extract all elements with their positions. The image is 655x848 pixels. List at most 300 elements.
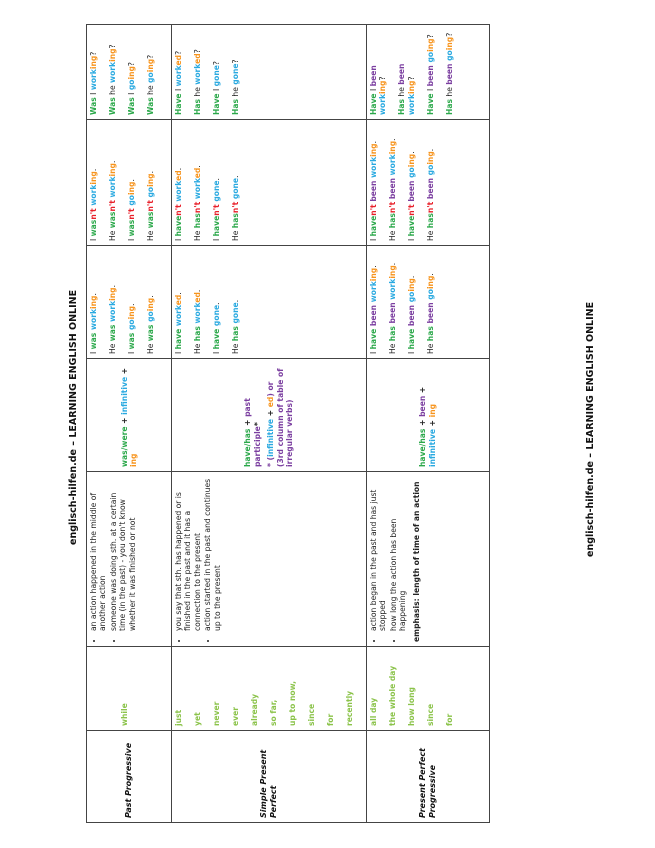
example-part: He	[145, 228, 155, 241]
example-part: ing	[444, 36, 454, 51]
example-part: been	[425, 299, 435, 324]
negative-example	[146, 124, 155, 241]
signal-word: already	[249, 693, 259, 726]
example-part: been	[397, 63, 407, 85]
example-part: ing	[89, 171, 98, 185]
tense-name: Past Progressive	[87, 731, 172, 823]
example-part: n't	[387, 201, 397, 214]
negative-example	[108, 124, 117, 241]
example-part: .	[126, 303, 136, 306]
example-part: work	[192, 63, 202, 85]
example-part: was	[145, 321, 155, 342]
example-part: ed	[192, 167, 202, 179]
signal-word: up to now,	[287, 680, 297, 726]
negative-example	[193, 124, 202, 241]
example-part: ing	[406, 153, 416, 168]
question-example	[108, 29, 117, 115]
question-examples-cell	[172, 25, 367, 120]
example-part: work	[378, 93, 388, 115]
example-part: I	[89, 90, 98, 98]
example-part: work	[406, 93, 416, 115]
form-part: +	[418, 386, 428, 396]
example-part: ing	[89, 295, 98, 309]
page-header-bottom: englisch-hilfen.de – LEARNING ENGLISH ONLINE	[585, 301, 596, 557]
example-part: have	[211, 215, 221, 237]
example-part: ing	[145, 173, 155, 187]
example-part: been	[368, 65, 378, 87]
example-part: n't	[126, 208, 136, 220]
example-part: Has	[397, 99, 407, 115]
example-part: n't	[211, 204, 221, 216]
form-part: have/has	[243, 428, 253, 467]
example-part: go	[406, 167, 416, 178]
example-part: .	[192, 165, 202, 168]
example-part: He	[387, 228, 397, 241]
negative-example	[231, 124, 240, 241]
example-part: ing	[145, 297, 155, 312]
example-part: I	[368, 86, 378, 94]
example-part: .	[230, 175, 240, 178]
example-part: he	[145, 82, 155, 98]
example-part: Have	[425, 93, 435, 115]
negative-example	[369, 124, 378, 241]
example-part: n't	[192, 201, 202, 214]
example-part: .	[174, 167, 183, 171]
example-part: have	[406, 326, 416, 350]
example-part: .	[387, 138, 397, 141]
example-part: I	[368, 236, 378, 241]
example-part: has	[425, 213, 435, 229]
example-part: been	[368, 177, 378, 205]
example-part: he	[444, 84, 454, 99]
question-example	[445, 29, 454, 115]
example-part: .	[230, 299, 240, 303]
example-part: ing	[425, 151, 435, 165]
example-part: has	[425, 323, 435, 342]
question-examples-cell	[366, 25, 489, 120]
example-part: ing	[368, 267, 378, 282]
example-part: ing	[126, 181, 136, 195]
negative-example	[174, 124, 183, 241]
example-part: was	[126, 219, 136, 237]
form-cell	[87, 359, 172, 472]
example-part: Have	[211, 93, 221, 115]
form-part: +	[427, 417, 437, 430]
form-part: +	[119, 367, 129, 377]
example-part: ing	[387, 140, 397, 155]
use-item: • action started in the past and continues up to the present	[203, 476, 222, 631]
example-part: I	[425, 86, 435, 94]
form-part: *	[252, 422, 262, 427]
uses-list	[174, 476, 222, 642]
example-part: gone	[211, 65, 221, 87]
example-part: have	[174, 215, 183, 237]
table-row	[87, 25, 172, 823]
example-part: I	[126, 236, 136, 241]
affirmative-example	[193, 250, 202, 354]
note-part: +	[266, 407, 276, 419]
example-part: n't	[406, 204, 416, 216]
example-part: has	[192, 213, 202, 229]
example-part: .	[368, 265, 378, 268]
note-part: infinitive	[266, 418, 276, 457]
example-part: Has	[444, 99, 454, 115]
example-part: He	[107, 228, 117, 241]
example-part: ing	[406, 278, 416, 292]
tense-name: Simple Present Perfect	[172, 731, 367, 823]
example-part: ing	[126, 66, 136, 80]
example-part: .	[387, 262, 397, 266]
example-part: .	[406, 151, 416, 154]
signal-word: yet	[192, 712, 202, 726]
form-part: +	[243, 416, 253, 429]
example-part: .	[406, 275, 416, 279]
example-part: Have	[368, 93, 378, 115]
negative-example	[388, 124, 397, 241]
example-part: go	[145, 186, 155, 201]
example-part: .	[425, 148, 435, 152]
form-formula	[120, 363, 139, 467]
example-part: n't	[145, 200, 155, 212]
form-part: ing	[427, 403, 437, 418]
example-part: was	[89, 219, 98, 237]
example-part: ing	[425, 275, 435, 290]
example-part: .	[107, 284, 117, 288]
signal-word: all day	[368, 697, 378, 726]
affirmative-example	[388, 250, 397, 354]
example-part: gone	[230, 302, 240, 324]
example-part: has	[230, 323, 240, 342]
example-part: ing	[89, 55, 98, 70]
example-part: ing	[378, 80, 388, 94]
example-part: ?	[230, 59, 240, 64]
form-note	[266, 363, 294, 467]
example-part: Was	[126, 97, 136, 115]
example-part: ?	[444, 32, 454, 37]
emphasis-note: emphasis: length of time of an action	[411, 481, 421, 642]
example-part: been	[444, 60, 454, 85]
example-part: n't	[230, 201, 240, 214]
example-part: go	[425, 51, 435, 63]
example-part: been	[425, 62, 435, 87]
affirmative-example	[146, 250, 155, 354]
example-part: go	[425, 164, 435, 176]
example-part: He	[425, 228, 435, 241]
example-part: gone	[230, 177, 240, 202]
example-part: Have	[174, 93, 183, 115]
example-part: ?	[192, 49, 202, 54]
example-part: ing	[406, 80, 416, 94]
example-part: ed	[174, 294, 183, 306]
signal-word: while	[119, 703, 129, 726]
example-part: Was	[145, 97, 155, 115]
affirmative-examples-cell	[366, 246, 489, 359]
form-cell	[366, 359, 489, 472]
example-part: Was	[89, 97, 98, 115]
example-part: gone	[211, 304, 221, 327]
example-part: work	[387, 154, 397, 176]
example-part: work	[192, 178, 202, 202]
example-part: .	[174, 292, 183, 295]
example-part: He	[192, 228, 202, 241]
question-examples-cell	[87, 25, 172, 120]
table-row	[172, 25, 367, 823]
signal-word: never	[211, 701, 221, 726]
example-part: I	[174, 236, 183, 241]
example-part: go	[126, 79, 136, 91]
example-part: n't	[174, 204, 183, 216]
example-part: .	[89, 293, 98, 296]
example-part: ?	[126, 62, 136, 67]
example-part: I	[174, 86, 183, 94]
signal-word: how long	[406, 687, 416, 726]
question-example	[369, 29, 388, 115]
example-part: has	[230, 213, 240, 229]
example-part: go	[406, 291, 416, 303]
question-example	[193, 29, 202, 115]
example-part: work	[192, 302, 202, 324]
example-part: .	[192, 289, 202, 293]
signal-word: the whole day	[387, 665, 397, 726]
uses-cell	[366, 472, 489, 647]
example-part: ?	[89, 51, 98, 56]
example-part: ?	[425, 34, 435, 39]
negative-examples-cell	[172, 120, 367, 246]
question-example	[89, 29, 98, 115]
example-part: ing	[368, 143, 378, 157]
example-part: ed	[174, 54, 183, 66]
example-part: I	[211, 86, 221, 94]
example-part: .	[211, 302, 221, 305]
example-part: I	[368, 349, 378, 354]
example-part: go	[444, 50, 454, 61]
example-part: Has	[230, 99, 240, 115]
example-part: was	[89, 330, 98, 350]
example-part: been	[406, 177, 416, 205]
example-part: He	[192, 341, 202, 354]
negative-example	[407, 124, 416, 241]
negative-example	[426, 124, 435, 241]
form-part: been	[418, 395, 428, 417]
example-part: have	[368, 215, 378, 237]
example-part: ?	[174, 50, 183, 55]
example-part: has	[387, 323, 397, 342]
example-part: n't	[89, 208, 98, 220]
negative-examples-cell	[87, 120, 172, 246]
example-part: he	[397, 84, 407, 99]
example-part: .	[126, 179, 136, 182]
example-part: I	[406, 349, 416, 354]
note-part: ) or (3rd column of table of irregular verbs)	[266, 368, 295, 467]
question-example	[127, 29, 136, 115]
uses-list	[369, 476, 408, 642]
affirmative-example	[174, 250, 183, 354]
example-part: ed	[192, 53, 202, 64]
example-part: He	[107, 341, 117, 354]
example-part: work	[107, 176, 117, 201]
example-part: been	[387, 299, 397, 324]
example-part: he	[230, 84, 240, 99]
example-part: Has	[192, 99, 202, 115]
example-part: I	[89, 349, 98, 354]
use-item: • how long the action has been happening	[389, 476, 408, 631]
uses-cell	[87, 472, 172, 647]
affirmative-example	[407, 250, 416, 354]
example-part: ed	[192, 292, 202, 303]
signal-word: just	[174, 709, 183, 726]
example-part: go	[126, 319, 136, 331]
affirmative-example	[127, 250, 136, 354]
question-example	[212, 29, 221, 115]
form-part: infinitive	[119, 376, 129, 415]
negative-example	[212, 124, 221, 241]
example-part: n't	[425, 201, 435, 214]
form-formula	[243, 363, 262, 467]
example-part: go	[126, 195, 136, 209]
example-part: He	[145, 341, 155, 354]
example-part: I	[211, 349, 221, 354]
example-part: .	[89, 168, 98, 172]
example-part: been	[387, 175, 397, 202]
page-header-top: englisch-hilfen.de – LEARNING ENGLISH ONLINE	[68, 289, 79, 545]
affirmative-example	[231, 250, 240, 354]
example-part: He	[387, 341, 397, 354]
example-part: he	[192, 84, 202, 99]
signal-words-cell	[366, 647, 489, 731]
use-item: • someone was doing sth. at a certain time (in the past) - you don't know whether it was finished or not	[109, 476, 137, 631]
example-part: ?	[406, 76, 416, 81]
example-part: ?	[145, 54, 155, 59]
affirmative-example	[212, 250, 221, 354]
use-item: • an action happened in the middle of another action	[89, 476, 108, 631]
form-formula	[418, 363, 437, 467]
affirmative-examples-cell	[87, 246, 172, 359]
example-part: I	[211, 236, 221, 241]
example-part: gone	[230, 63, 240, 85]
example-part: work	[174, 65, 183, 87]
question-example	[231, 29, 240, 115]
tense-table-rotated	[86, 25, 546, 823]
question-example	[397, 29, 416, 115]
example-part: go	[145, 311, 155, 322]
example-part: have	[211, 326, 221, 350]
example-part: go	[145, 72, 155, 83]
example-part: ?	[211, 61, 221, 66]
affirmative-examples-cell	[172, 246, 367, 359]
signal-word: for	[444, 713, 454, 726]
example-part: was	[107, 211, 117, 229]
example-part: go	[425, 289, 435, 300]
example-part: has	[387, 213, 397, 229]
affirmative-example	[108, 250, 117, 354]
example-part: Was	[107, 97, 117, 115]
example-part: He	[230, 228, 240, 241]
example-part: been	[406, 302, 416, 327]
question-example	[146, 29, 155, 115]
example-part: have	[368, 326, 378, 350]
example-part: I	[406, 236, 416, 241]
example-part: ?	[107, 44, 117, 49]
example-part: ing	[145, 58, 155, 73]
example-part: I	[126, 349, 136, 354]
form-cell	[172, 359, 367, 472]
example-part: ing	[107, 48, 117, 62]
signal-word: so far,	[268, 699, 278, 726]
example-part: ed	[174, 170, 183, 181]
example-part: have	[406, 215, 416, 237]
use-item: • you say that sth. has happened or is finished in the past and it has a connection to the present	[174, 476, 202, 631]
example-part: been	[368, 302, 378, 327]
example-part: ing	[126, 305, 136, 320]
tense-table	[86, 24, 490, 823]
example-part: n't	[107, 200, 117, 212]
example-part: work	[174, 180, 183, 205]
example-part: He	[230, 341, 240, 354]
example-part: .	[211, 178, 221, 181]
example-part: ing	[387, 265, 397, 279]
form-part: +	[119, 414, 129, 427]
table-row	[366, 25, 489, 823]
example-part: He	[425, 341, 435, 354]
example-part: .	[107, 160, 117, 164]
example-part: I	[126, 90, 136, 98]
affirmative-example	[369, 250, 378, 354]
example-part: .	[425, 273, 435, 276]
form-part: +	[418, 416, 428, 429]
negative-examples-cell	[366, 120, 489, 246]
use-item: • action began in the past and has just stopped	[369, 476, 388, 631]
form-part: infinitive	[427, 429, 437, 467]
example-part: work	[89, 309, 98, 331]
negative-example	[127, 124, 136, 241]
uses-list	[89, 476, 137, 642]
example-part: I	[174, 349, 183, 354]
example-part: work	[387, 278, 397, 300]
example-part: ?	[378, 76, 388, 81]
example-part: work	[89, 184, 98, 209]
example-part: ing	[107, 163, 117, 177]
example-part: was	[107, 321, 117, 342]
example-part: n't	[368, 204, 378, 216]
affirmative-example	[426, 250, 435, 354]
signal-word: for	[325, 713, 335, 726]
example-part: work	[368, 156, 378, 178]
signal-word: recently	[344, 690, 354, 726]
example-part: was	[126, 330, 136, 350]
example-part: work	[89, 69, 98, 91]
form-part: past participle	[243, 398, 262, 467]
example-part: ing	[107, 287, 117, 301]
form-part: ing	[129, 453, 138, 467]
question-example	[174, 29, 183, 115]
question-example	[426, 29, 435, 115]
affirmative-example	[89, 250, 98, 354]
note-part: * (	[266, 456, 276, 467]
example-part: work	[107, 61, 117, 83]
example-part: .	[145, 170, 155, 174]
signal-word: since	[425, 703, 435, 726]
example-part: been	[425, 175, 435, 202]
example-part: was	[145, 211, 155, 229]
example-part: work	[107, 300, 117, 322]
note-part: ed	[266, 396, 276, 408]
form-part: was/were	[119, 426, 129, 467]
signal-word: ever	[230, 707, 240, 726]
example-part: .	[368, 140, 378, 144]
example-part: work	[368, 281, 378, 303]
signal-word: since	[306, 703, 316, 726]
example-part: has	[192, 323, 202, 342]
